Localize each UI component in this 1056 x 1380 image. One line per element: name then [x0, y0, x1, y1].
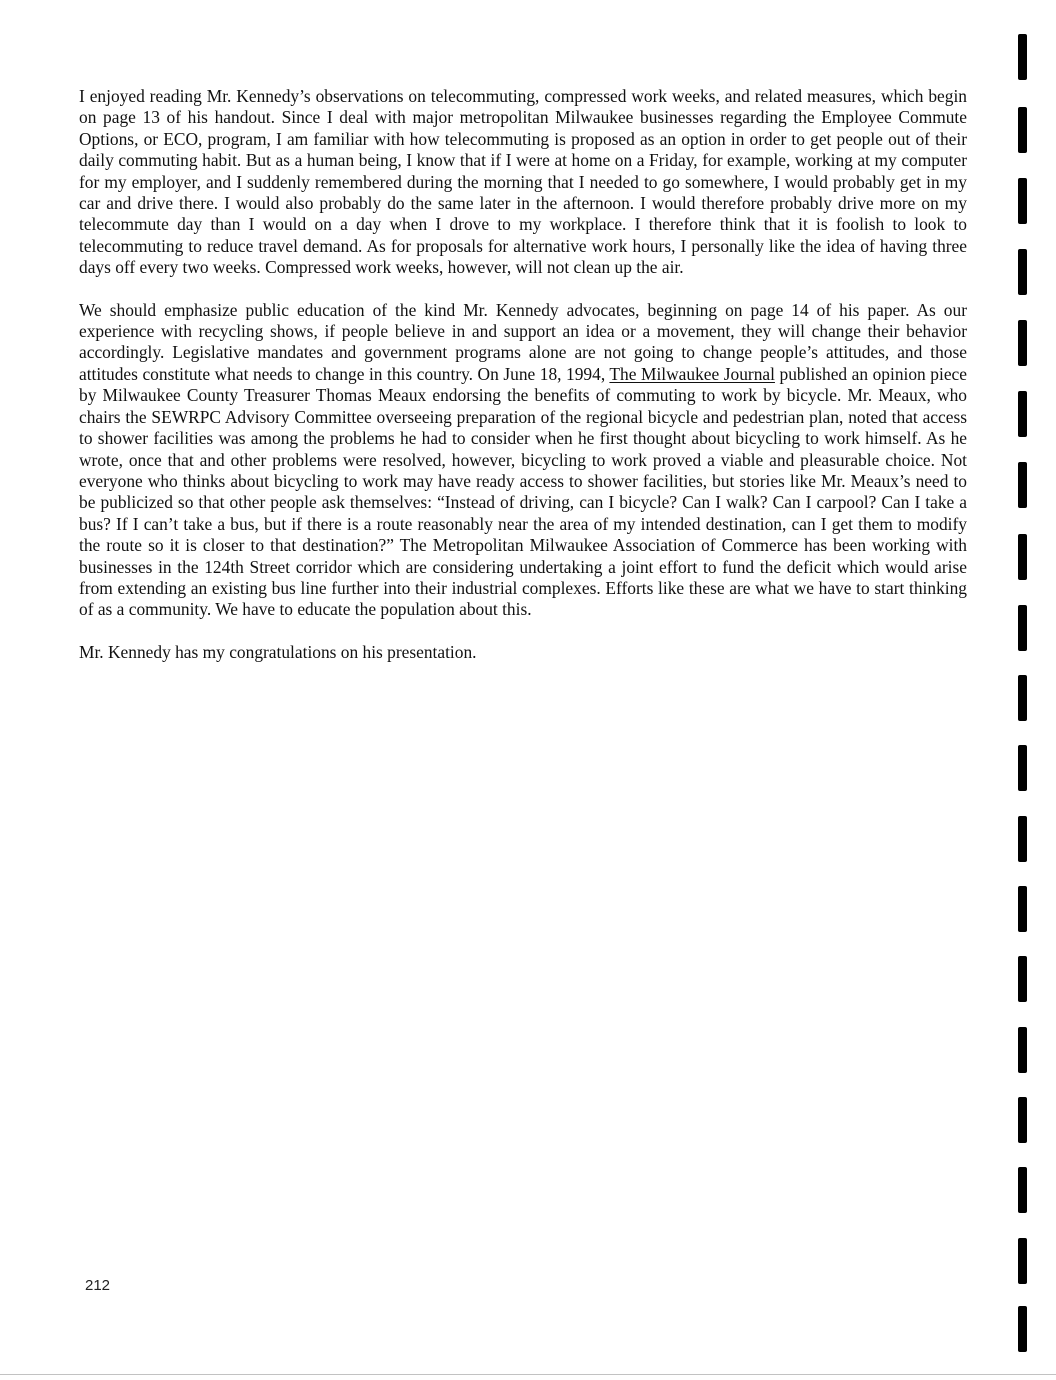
scan-edge-line [0, 1374, 1056, 1375]
edge-mark [1018, 178, 1027, 224]
paragraph-congratulations: Mr. Kennedy has my congratulations on his presentation. [79, 641, 477, 662]
edge-mark [1018, 320, 1027, 366]
paragraph-text-before: We should emphasize public education of the kind Mr. Kennedy advocates, beginning on page 14 of his paper. As our experience with recycling shows, if people believe in and support an idea or a movement, they will change their behavior accordingly. Legislative mandates and government programs alone are not going to change people’s attitudes, and those attitudes constitute what needs to change in this country. On June 18, 1994, [79, 299, 967, 384]
paragraph-public-education [79, 300, 967, 621]
paragraph-text-after: published an opinion piece by Milwaukee County Treasurer Thomas Meaux endorsing the benefits of commuting to work by bicycle. Mr. Meaux, who chairs the SEWRPC Advisory Committee overseeing preparation of the regional bicycle and pedestrian plan, noted that access to shower facilities was among the problems he had to consider when he first thought about bicycling to work himself. As he wrote, once that and other problems were resolved, however, bicycling to work proved a viable and pleasurable choice. Not everyone who thinks about bicycling to work may have ready access to shower facilities, but stories like Mr. Meaux’s need to be publicized so that other people ask themselves: “Instead of driving, can I bicycle? Can I walk? Can I carpool? Can I take a bus? If I can’t take a bus, but if there is a route reasonably near the area of my intended destination, can I get them to modify the route so it is closer to that destination?” The Metropolitan Milwaukee Association of Commerce has been working with businesses in the 124th Street corridor which are considering undertaking a joint effort to fund the deficit which would arise from extending an existing bus line further into their industrial complexes. Efforts like these are what we have to start thinking of as a community. We have to educate the population about this. [79, 363, 967, 620]
edge-mark [1018, 1238, 1027, 1284]
edge-mark [1018, 1027, 1027, 1073]
edge-mark [1018, 605, 1027, 651]
edge-mark [1018, 816, 1027, 862]
edge-mark [1018, 534, 1027, 580]
edge-mark [1018, 675, 1027, 721]
edge-mark [1018, 107, 1027, 153]
edge-mark [1018, 391, 1027, 437]
body-text [79, 86, 967, 663]
newspaper-title: The Milwaukee Journal [609, 363, 775, 384]
edge-mark [1018, 249, 1027, 295]
edge-mark [1018, 956, 1027, 1002]
edge-mark [1018, 1097, 1027, 1143]
edge-mark [1018, 1306, 1027, 1352]
edge-mark [1018, 1167, 1027, 1213]
paragraph-telecommuting: I enjoyed reading Mr. Kennedy’s observations on telecommuting, compressed work weeks, and related measures, which begin on page 13 of his handout. Since I deal with major metropolitan Milwaukee businesses regarding the Employee Commute Options, or ECO, program, I am familiar with how telecommuting is proposed as an option in order to get people out of their daily commuting habit. But as a human being, I know that if I were at home on a Friday, for example, working at my computer for my employer, and I suddenly remembered during the morning that I needed to go somewhere, I would probably get in my car and drive there. I would also probably do the same later in the afternoon. I would therefore probably drive more on my telecommute day than I would on a day when I drove to my workplace. I therefore think that it is foolish to look to telecommuting to reduce travel demand. As for proposals for alternative work hours, I personally like the idea of having three days off every two weeks. Compressed work weeks, however, will not clean up the air. [79, 86, 967, 278]
edge-mark [1018, 34, 1027, 80]
binding-edge-marks [996, 0, 1056, 1380]
edge-mark [1018, 745, 1027, 791]
page-number: 212 [85, 1277, 111, 1294]
edge-mark [1018, 886, 1027, 932]
edge-mark [1018, 462, 1027, 508]
